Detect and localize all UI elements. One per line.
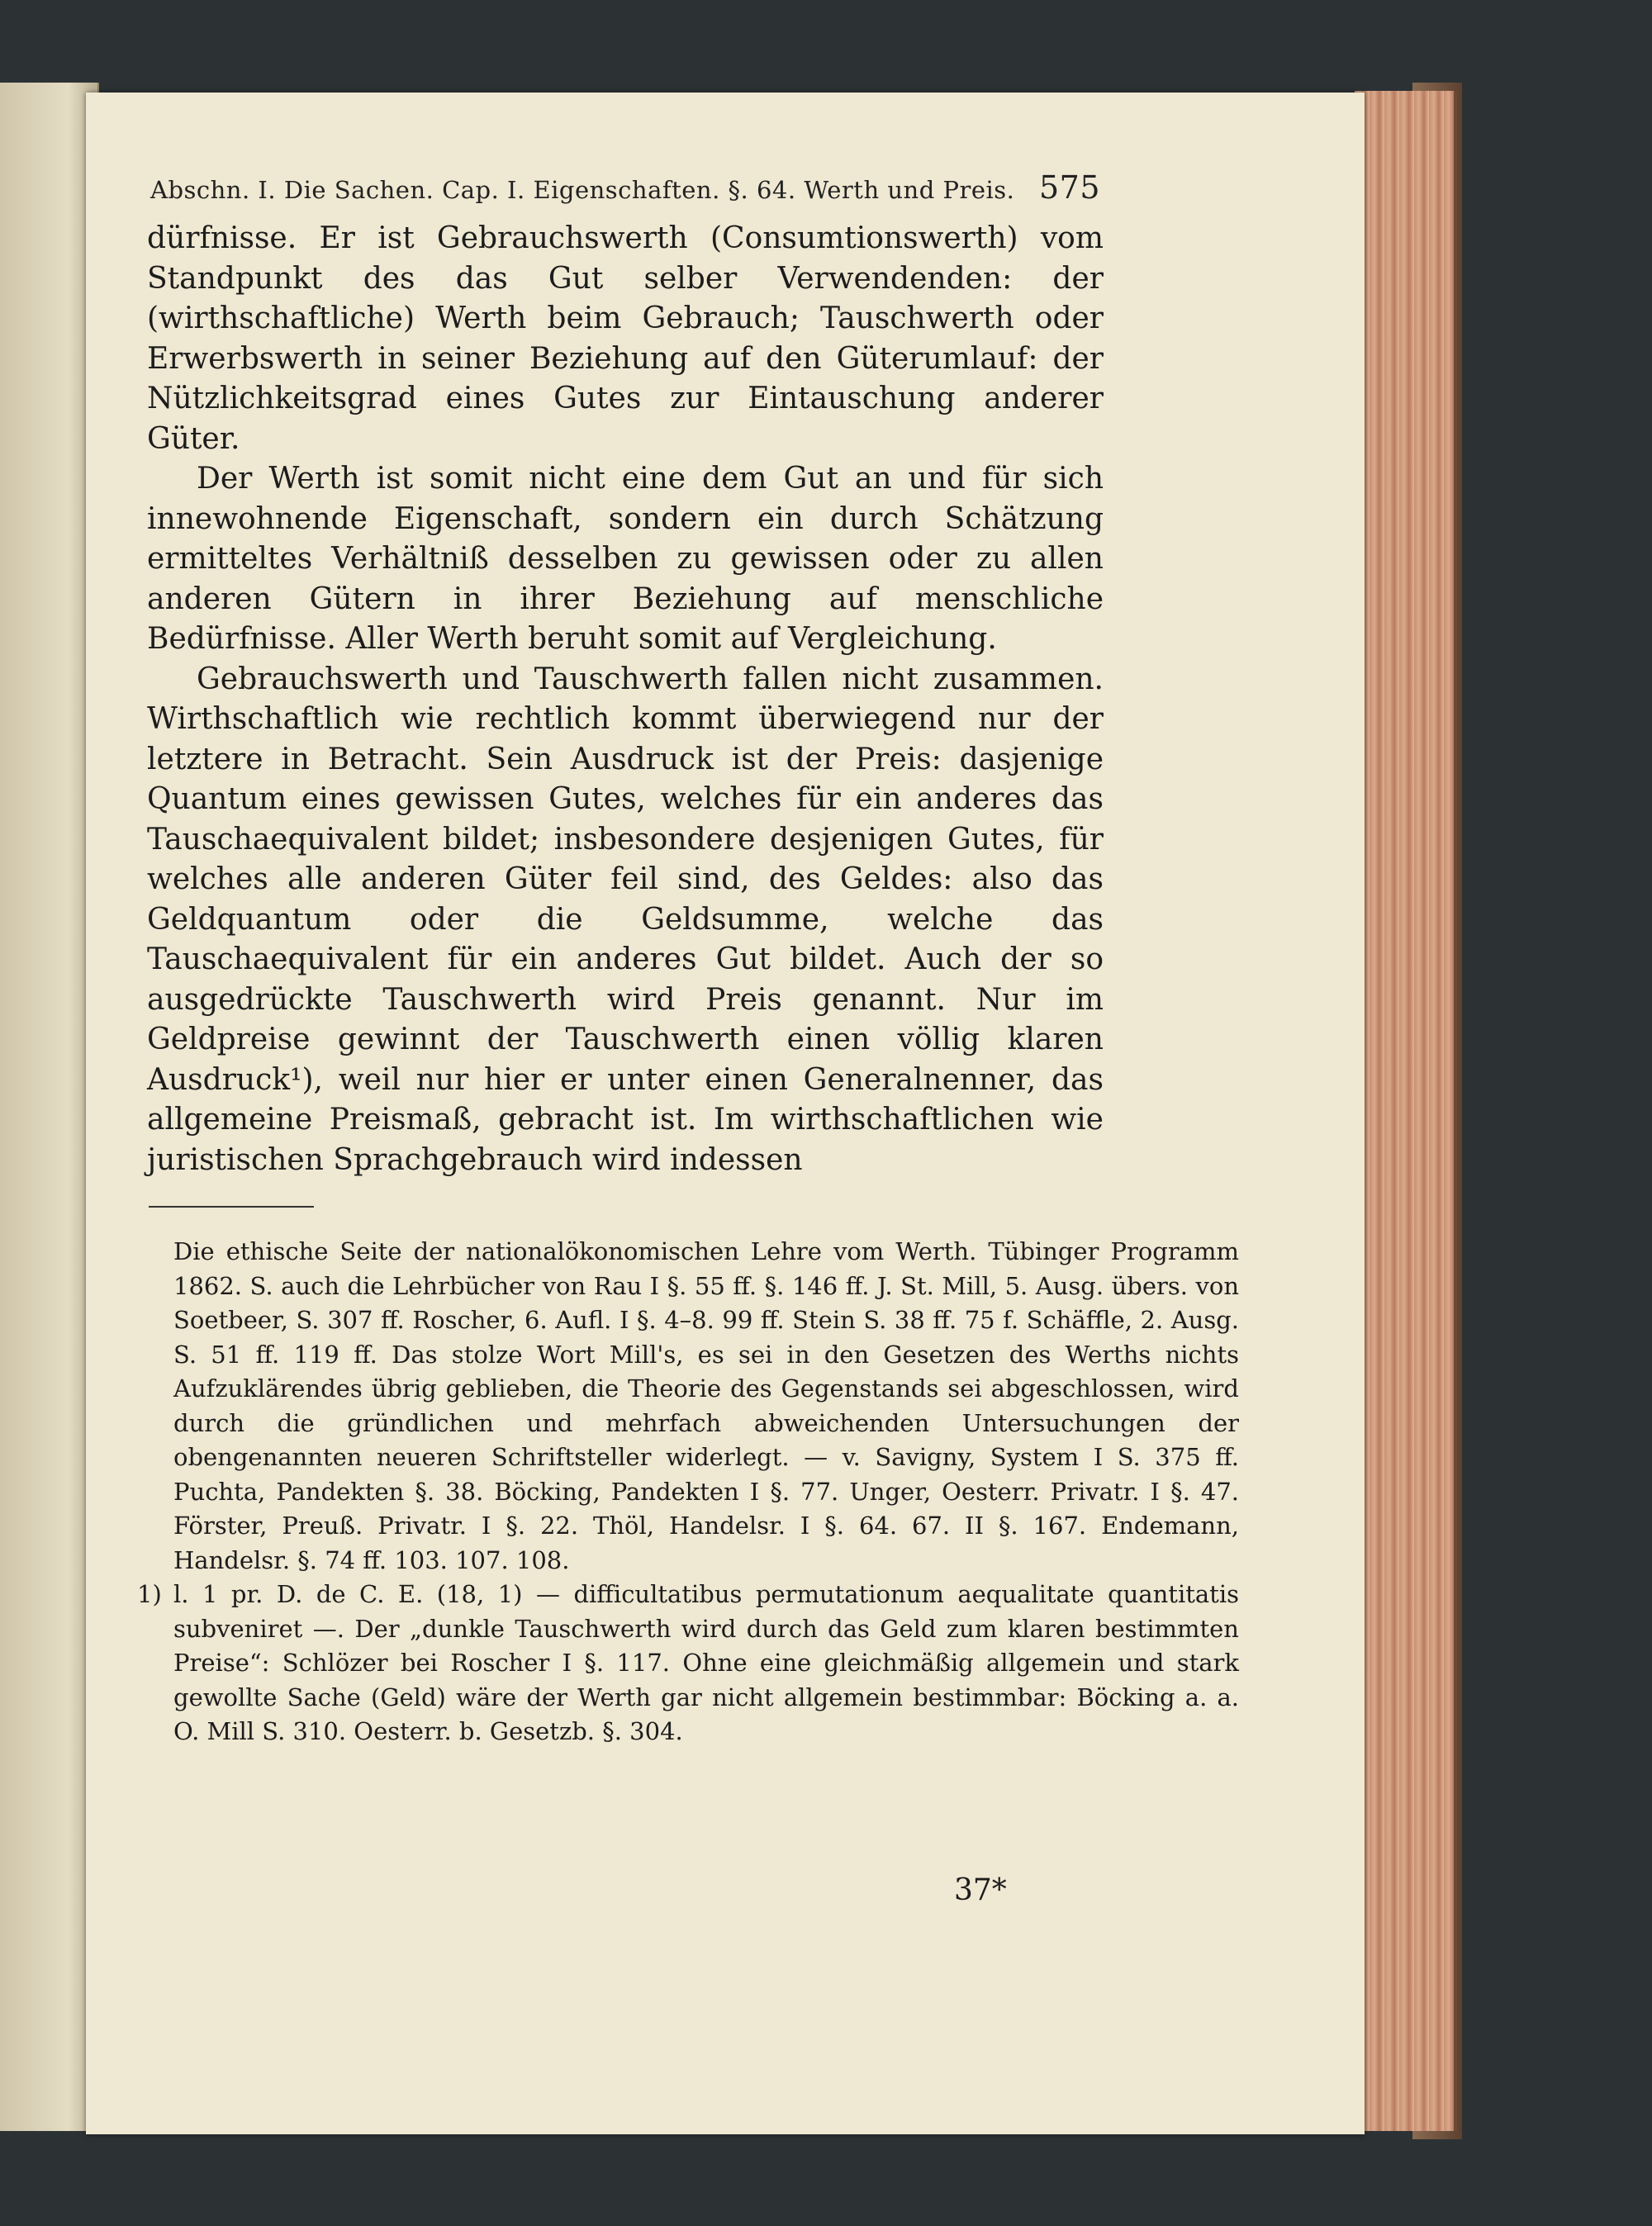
running-header — [150, 169, 1100, 206]
footnote-1 — [137, 1578, 1239, 1749]
facing-page-edge — [0, 83, 99, 2131]
paragraph-3: Gebrauchswerth und Tauschwerth fallen nicht zusammen. Wirthschaftlich wie rechtlich kommt überwiegend nur der letztere in Betracht. Sein Ausdruck ist der Preis: dasjenige Quantum eines gewissen Gutes, welches für ein anderes das Tauschaequivalent bildet; insbesondere desjenigen Gutes, für welches alle anderen Güter feil sind, des Geldes: also das Geldquantum oder die Geldsumme, welche das Tauschaequivalent für ein anderes Gut bildet. Auch der so ausgedrückte Tauschwerth wird Preis genannt. Nur im Geldpreise gewinnt der Tauschwerth einen völlig klaren Ausdruck¹), weil nur hier er unter einen Generalnenner, das allgemeine Preismaß, gebracht ist. Im wirthschaftlichen wie juristischen Sprachgebrauch wird indessen — [147, 662, 1104, 1177]
page-number: 575 — [1038, 169, 1100, 206]
paragraph-2: Der Werth ist somit nicht eine dem Gut an und für sich innewohnende Eigenschaft, sondern ein durch Schätzung ermitteltes Verhältniß desselben zu gewissen oder zu allen anderen Gütern in ihrer Beziehung auf menschliche Bedürfnisse. Aller Werth beruht somit auf Vergleichung. — [147, 462, 1104, 656]
footnote-general: Die ethische Seite der nationalökonomischen Lehre vom Werth. Tübinger Programm 1862. S. auch die Lehrbücher von Rau I §. 55 ff. §. 146 ff. J. St. Mill, 5. Ausg. übers. von Soetbeer, S. 307 ff. Roscher, 6. Aufl. I §. 4–8. 99 ff. Stein S. 38 ff. 75 f. Schäffle, 2. Ausg. S. 51 ff. 119 ff. Das stolze Wort Mill's, es sei in den Gesetzen des Werths nichts Aufzuklärendes übrig geblieben, die Theorie des Gegenstands sei abgeschlossen, wird durch die gründlichen und mehrfach abweichenden Untersuchungen der obengenannten neueren Schriftsteller widerlegt. — v. Savigny, System I S. 375 ff. Puchta, Pandekten §. 38. Böcking, Pandekten I §. 77. Unger, Oesterr. Privatr. I §. 47. Förster, Preuß. Privatr. I §. 22. Thöl, Handelsr. I §. 64. 67. II §. 167. Endemann, Handelsr. §. 74 ff. 103. 107. 108. — [173, 1237, 1239, 1574]
footnote-divider — [149, 1206, 314, 1208]
paragraph-1: dürfnisse. Er ist Gebrauchswerth (Consumtionswerth) vom Standpunkt des das Gut selber Verwendenden: der (wirthschaftliche) Werth beim Gebrauch; Tauschwerth oder Erwerbswerth in seiner Beziehung auf den Güterumlauf: der Nützlichkeitsgrad eines Gutes zur Eintauschung anderer Güter. — [147, 221, 1104, 456]
main-text — [147, 219, 1104, 1180]
footnote-1-text: l. 1 pr. D. de C. E. (18, 1) — difficultatibus permutationum aequalitate quantitatis subveniret —. Der „dunkle Tauschwerth wird durch das Geld zum klaren bestimmten Preise“: Schlözer bei Roscher I §. 117. Ohne eine gleichmäßig allgemein und stark gewollte Sache (Geld) wäre der Werth gar nicht allgemein bestimmbar: Böcking a. a. O. Mill S. 310. Oesterr. b. Gesetzb. §. 304. — [173, 1580, 1239, 1745]
book-page-edges — [1355, 91, 1457, 2131]
footnotes — [137, 1235, 1239, 1749]
running-head-text: Abschn. I. Die Sachen. Cap. I. Eigenschaften. §. 64. Werth und Preis. — [150, 176, 1015, 204]
signature-mark: 37* — [954, 1873, 1007, 1907]
footnote-1-mark: 1) — [137, 1580, 162, 1608]
